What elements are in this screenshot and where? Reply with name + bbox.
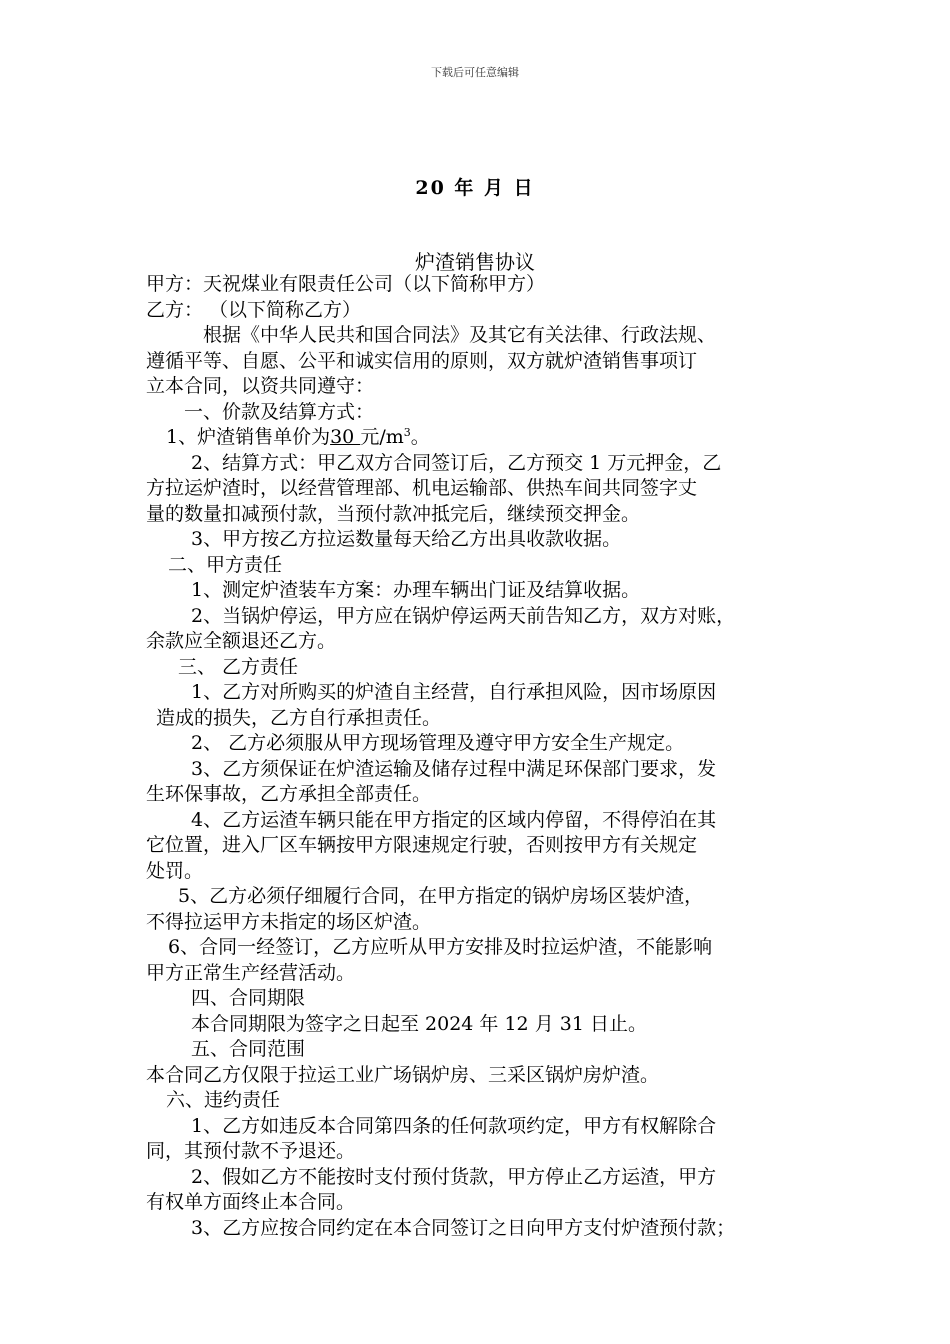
- text-line: 3、甲方按乙方拉运数量每天给乙方出具收款收据。: [191, 528, 622, 550]
- text-line: 四、合同期限: [191, 987, 306, 1009]
- text-line: 五、合同范围: [191, 1038, 306, 1060]
- text-line: 生环保事故，乙方承担全部责任。: [146, 783, 432, 805]
- text-line: 本合同乙方仅限于拉运工业广场锅炉房、三采区锅炉房炉渣。: [146, 1063, 660, 1086]
- text-line: 2、当锅炉停运，甲方应在锅炉停运两天前告知乙方，双方对账，: [191, 604, 736, 627]
- text-line: 6、合同一经签订，乙方应听从甲方安排及时拉运炉渣，不能影响: [168, 936, 713, 958]
- text-line: 三、 乙方责任: [178, 655, 299, 678]
- text-line: 甲方正常生产经营活动。: [146, 961, 356, 984]
- text-line: 六、违约责任: [166, 1089, 281, 1111]
- text-line: 4、乙方运渣车辆只能在甲方指定的区域内停留，不得停泊在其: [191, 808, 717, 831]
- unit-superscript: 3: [403, 426, 411, 439]
- text-line: 乙方： （以下简称乙方）: [146, 298, 362, 321]
- text-line: 1、乙方对所购买的炉渣自主经营，自行承担风险，因市场原因: [191, 681, 717, 703]
- text-line: 量的数量扣减预付款，当预付款冲抵完后，继续预交押金。: [146, 502, 641, 525]
- price-value: 30: [330, 426, 361, 448]
- text-line: 立本合同，以资共同遵守：: [146, 375, 375, 397]
- text-line: 5、乙方必须仔细履行合同，在甲方指定的锅炉房场区装炉渣，: [178, 885, 704, 907]
- text-line: 遵循平等、自愿、公平和诚实信用的原则，双方就炉渣销售事项订: [146, 349, 698, 372]
- text-line: 方拉运炉渣时，以经营管理部、机电运输部、供热车间共同签字丈: [146, 477, 698, 499]
- date-line: 20 年 月 日: [415, 177, 535, 199]
- text-line: 一、价款及结算方式：: [184, 400, 375, 423]
- text-line: 它位置，进入厂区车辆按甲方限速规定行驶，否则按甲方有关规定: [146, 834, 698, 856]
- text-line: 2、 乙方必须服从甲方现场管理及遵守甲方安全生产规定。: [191, 732, 685, 754]
- text-line: [146, 425, 826, 451]
- text-line: 根据《中华人民共和国合同法》及其它有关法律、行政法规、: [203, 324, 717, 346]
- price-label: 1、炉渣销售单价为: [166, 426, 331, 448]
- text-line: 不得拉运甲方未指定的场区炉渣。: [146, 910, 432, 933]
- document-title: 炉渣销售协议: [415, 250, 535, 274]
- text-line: 同，其预付款不予退还。: [146, 1140, 356, 1162]
- line-end: 。: [410, 426, 430, 448]
- text-line: 2、结算方式：甲乙双方合同签订后，乙方预交 1 万元押金，乙: [191, 451, 722, 474]
- text-line: 余款应全额退还乙方。: [146, 630, 337, 652]
- header-note: 下载后可任意编辑: [431, 66, 519, 79]
- document-body: [146, 272, 826, 1241]
- text-line: 2、假如乙方不能按时支付预付货款，甲方停止乙方运渣，甲方: [191, 1165, 717, 1188]
- text-line: 处罚。: [146, 859, 204, 882]
- text-line: 二、甲方责任: [168, 553, 283, 576]
- text-line: 1、乙方如违反本合同第四条的任何款项约定，甲方有权解除合: [191, 1114, 717, 1137]
- text-line: 有权单方面终止本合同。: [146, 1191, 356, 1213]
- text-line: 1、测定炉渣装车方案：办理车辆出门证及结算收据。: [191, 579, 641, 601]
- text-line: 本合同期限为签字之日起至 2024 年 12 月 31 日止。: [191, 1012, 647, 1035]
- text-line: 造成的损失，乙方自行承担责任。: [156, 706, 442, 729]
- text-line: 3、乙方须保证在炉渣运输及储存过程中满足环保部门要求，发: [191, 757, 717, 780]
- price-unit: 元/m: [360, 426, 404, 448]
- text-line: 甲方：天祝煤业有限责任公司（以下简称甲方）: [146, 273, 546, 295]
- text-line: 3、乙方应按合同约定在本合同签订之日向甲方支付炉渣预付款；: [191, 1216, 736, 1239]
